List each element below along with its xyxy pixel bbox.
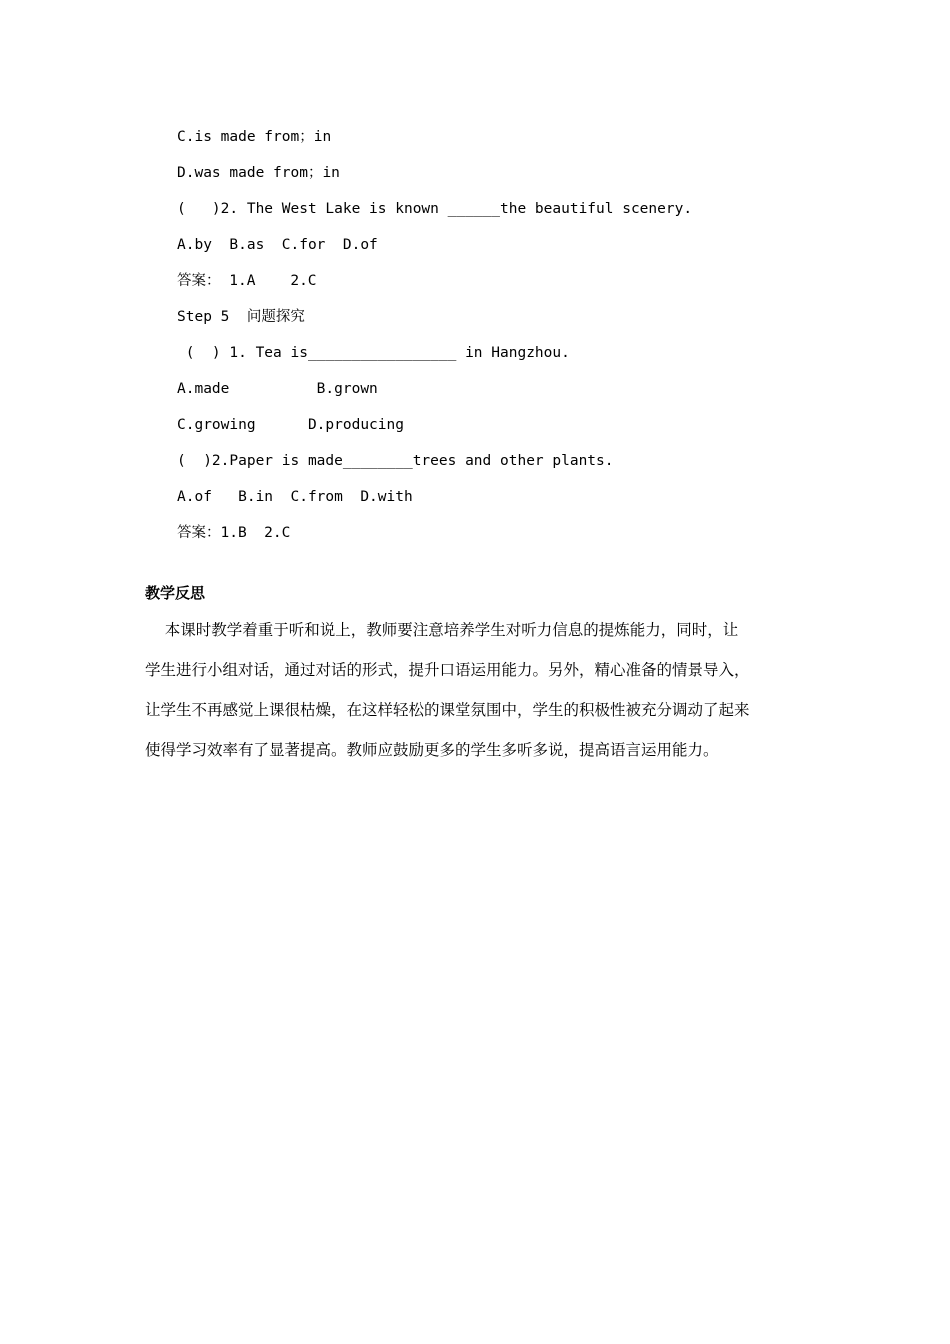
question-1-tea: ( ) 1. Tea is_________________ in Hangzhou. — [177, 345, 570, 361]
reflection-paragraph-line: 让学生不再感觉上课很枯燥，在这样轻松的课堂氛围中，学生的积极性被充分调动了起来 — [145, 701, 750, 719]
question-1-options-ab: A.made B.grown — [177, 381, 378, 397]
answer-line-2: 答案：1.B 2.C — [177, 525, 291, 541]
question-1-options-cd: C.growing D.producing — [177, 417, 404, 433]
question-2-paper: ( )2.Paper is made________trees and other plants. — [177, 453, 614, 469]
question-2-paper-options: A.of B.in C.from D.with — [177, 489, 413, 505]
option-c-line: C.is made from；in — [177, 129, 332, 145]
reflection-paragraph-line: 本课时教学着重于听和说上，教师要注意培养学生对听力信息的提炼能力，同时，让 — [145, 621, 739, 639]
reflection-paragraph-line: 学生进行小组对话，通过对话的形式，提升口语运用能力。另外，精心准备的情景导入， — [145, 661, 750, 679]
question-2-options: A.by B.as C.for D.of — [177, 237, 378, 253]
reflection-paragraph-line: 使得学习效率有了显著提高。教师应鼓励更多的学生多听多说，提高语言运用能力。 — [145, 741, 719, 759]
answer-line-1: 答案： 1.A 2.C — [177, 273, 317, 289]
option-d-line: D.was made from；in — [177, 165, 340, 181]
reflection-heading: 教学反思 — [145, 584, 206, 602]
question-2-west-lake: ( )2. The West Lake is known ______the beautiful scenery. — [177, 201, 693, 217]
step-5-title: Step 5 问题探究 — [177, 309, 305, 325]
